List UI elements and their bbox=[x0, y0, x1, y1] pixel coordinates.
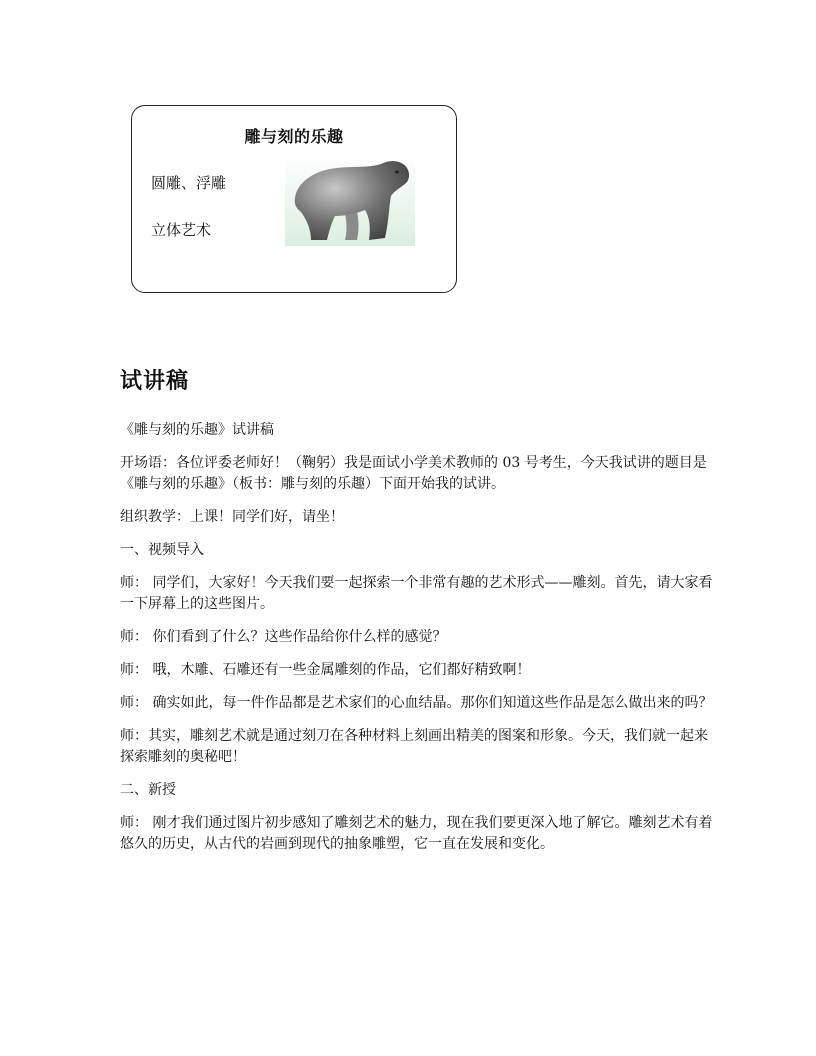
organize-teaching: 组织教学：上课！同学们好，请坐！ bbox=[120, 509, 344, 525]
script-title: 《雕与刻的乐趣》试讲稿 bbox=[120, 422, 274, 438]
blackboard-design bbox=[131, 105, 457, 293]
section-heading-video: 一、视频导入 bbox=[120, 542, 204, 558]
teacher-line: 师： 哦，木雕、石雕还有一些金属雕刻的作品，它们都好精致啊！ bbox=[120, 662, 531, 678]
bear-sculpture-image bbox=[285, 154, 415, 246]
teacher-line: 师： 刚才我们通过图片初步感知了雕刻艺术的魅力，现在我们要更深入地了解它。雕刻艺术有着悠久的历史，从古代的岩画到现代的抽象雕塑，它一直在发展和变化。 bbox=[120, 815, 713, 852]
board-line-sculpture-types: 圆雕、浮雕 bbox=[151, 174, 227, 192]
board-title: 雕与刻的乐趣 bbox=[244, 127, 344, 146]
teacher-line: 师： 你们看到了什么？这些作品给你什么样的感觉？ bbox=[120, 629, 447, 645]
teacher-line: 师： 同学们，大家好！今天我们要一起探索一个非常有趣的艺术形式——雕刻。首先，请大家看一下屏幕上的这些图片。 bbox=[120, 575, 713, 612]
teacher-line: 师：其实，雕刻艺术就是通过刻刀在各种材料上刻画出精美的图案和形象。今天，我们就一起来探索雕刻的奥秘吧！ bbox=[120, 728, 708, 765]
page-heading: 试讲稿 bbox=[120, 368, 190, 394]
section-heading-new-lesson: 二、新授 bbox=[120, 782, 176, 798]
teacher-line: 师： 确实如此，每一件作品都是艺术家们的心血结晶。那你们知道这些作品是怎么做出来的吗？ bbox=[120, 695, 713, 711]
opening-paragraph: 开场语：各位评委老师好！（鞠躬）我是面试小学美术教师的 03 号考生，今天我试讲的题目是《雕与刻的乐趣》（板书：雕与刻的乐趣）下面开始我的试讲。 bbox=[120, 455, 707, 492]
lecture-script bbox=[120, 420, 720, 867]
board-line-3d-art: 立体艺术 bbox=[151, 221, 212, 239]
